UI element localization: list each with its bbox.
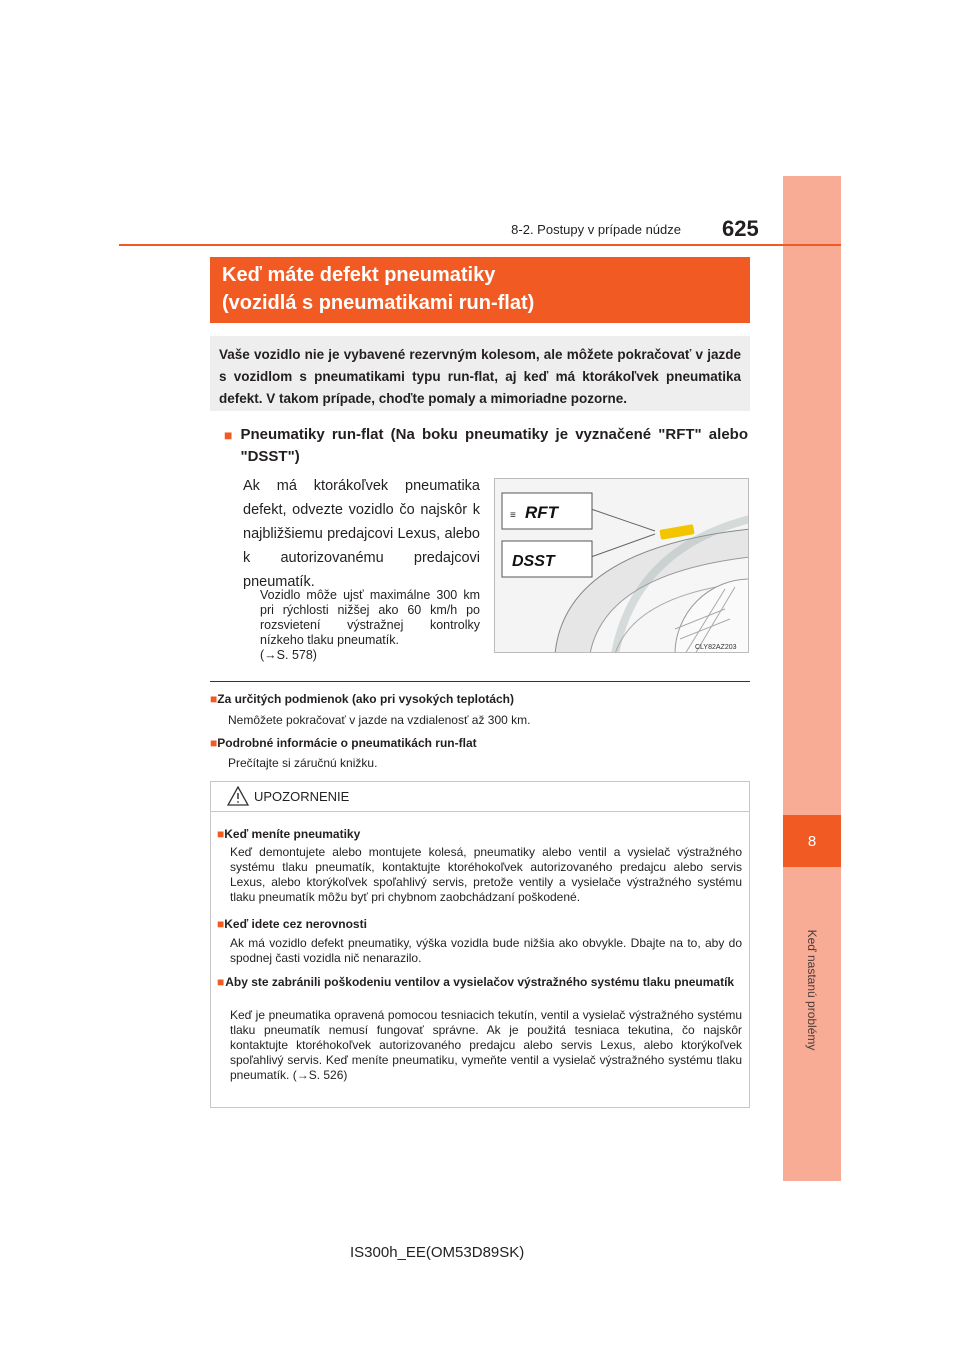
bullet-square-icon: ■	[217, 975, 225, 989]
warning-item-2-heading-text: Keď idete cez nerovnosti	[224, 917, 367, 931]
info-heading-1	[210, 692, 514, 706]
tire-illustration	[495, 479, 749, 653]
info-heading-2	[210, 736, 477, 750]
bullet-square-icon: ■	[210, 692, 218, 706]
info-text-1: Nemôžete pokračovať v jazde na vzdialenosť až 300 km.	[228, 713, 531, 727]
chapter-title: Keď nastanú problémy	[805, 929, 819, 1051]
warning-item-2-heading	[217, 917, 742, 932]
warning-item-1-heading-text: Keď meníte pneumatiky	[224, 827, 361, 841]
section-divider	[210, 681, 750, 682]
dsst-label: DSST	[512, 553, 555, 570]
warning-box	[210, 781, 750, 1108]
footer-model-code: IS300h_EE(OM53D89SK)	[350, 1244, 525, 1261]
info-text-2: Prečítajte si záručnú knižku.	[228, 756, 378, 770]
tire-figure	[494, 478, 749, 653]
bullet-square-icon: ■	[217, 827, 225, 841]
bullet-square-icon: ■	[217, 917, 225, 931]
svg-text:≡: ≡	[510, 510, 516, 521]
info-heading-2-text: Podrobné informácie o pneumatikách run-flat	[217, 736, 477, 750]
section-title: 8-2. Postupy v prípade núdze	[511, 222, 681, 237]
bullet-square-icon: ■	[210, 736, 218, 750]
heading-line-2: (vozidlá s pneumatikami run-flat)	[222, 292, 535, 314]
rft-label: RFT	[525, 503, 559, 522]
warning-triangle-icon	[227, 786, 249, 806]
figure-code: CLY82AZ203	[695, 644, 737, 651]
runflat-heading	[224, 424, 748, 468]
page-heading	[210, 257, 750, 323]
warning-item-3-text: Keď je pneumatika opravená pomocou tesniacich tekutín, ventil a vysielač výstražného systému tlaku pneumatík nemusí fungovať správne. Ak je použitá tesniaca tekutina, čo najskôr kontaktujte ktoréhokoľvek autorizovaného predajcu alebo servis Lexus, alebo ktorýkoľvek spoľahlivý servis. Keď meníte pneumatiku, vymeňte ventil a vysielač výstražného systému tlaku pneumatík. (→S. 526)	[230, 1008, 742, 1082]
info-heading-1-text: Za určitých podmienok (ako pri vysokých teplotách)	[217, 692, 514, 706]
bullet-square-icon: ■	[224, 427, 233, 443]
chapter-title-vertical	[783, 890, 841, 1090]
header-rule	[119, 244, 841, 246]
warning-title: UPOZORNENIE	[254, 789, 350, 804]
runflat-heading-text: Pneumatiky run-flat (Na boku pneumatiky je vyznačené "RFT" alebo "DSST")	[240, 426, 748, 465]
chapter-number: 8	[783, 815, 841, 867]
intro-box: Vaše vozidlo nie je vybavené rezervným kolesom, ale môžete pokračovať v jazde s vozidlom s pneumatikami typu run-flat, aj keď má ktorákoľvek pneumatika defekt. V takom prípade, choďte pomaly a mimoriadne pozorne.	[210, 336, 750, 411]
warning-header	[211, 782, 749, 812]
page-number: 625	[722, 216, 759, 241]
runflat-note	[260, 588, 480, 663]
heading-line-1: Keď máte defekt pneumatiky	[222, 264, 496, 286]
runflat-note-ref: (→S. 578)	[260, 648, 317, 662]
warning-item-3-heading-text: Aby ste zabránili poškodeniu ventilov a vysielačov výstražného systému tlaku pneumatík	[225, 975, 735, 989]
warning-item-1-text: Keď demontujete alebo montujete kolesá, pneumatiky alebo ventil a vysielač výstražného systému tlaku pneumatík, kontaktujte ktoréhokoľvek autorizovaného predajcu alebo servis Lexus, alebo ktorýkoľvek spoľahlivý servis, pretože ventily a vysielače výstražného systému tlaku pneumatík môžu byť pri chybnom zaobchádzaní poškodené.	[230, 845, 742, 904]
runflat-text: Ak má ktorákoľvek pneumatika defekt, odvezte vozidlo čo najskôr k najbližšiemu predajcovi Lexus, alebo k autorizovanému predajcovi pneumatík.	[243, 478, 480, 590]
warning-item-2-text: Ak má vozidlo defekt pneumatiky, výška vozidla bude nižšia ako obvykle. Dbajte na to, aby do spodnej časti vozidla nič nenarazilo.	[230, 936, 742, 965]
runflat-note-text: Vozidlo môže ujsť maximálne 300 km pri rýchlosti nižšej ako 60 km/h po rozsvietení výstražnej kontrolky nízkeho tlaku pneumatík.	[260, 588, 480, 647]
warning-item-3-heading	[217, 975, 742, 990]
warning-item-1-heading	[217, 827, 742, 842]
